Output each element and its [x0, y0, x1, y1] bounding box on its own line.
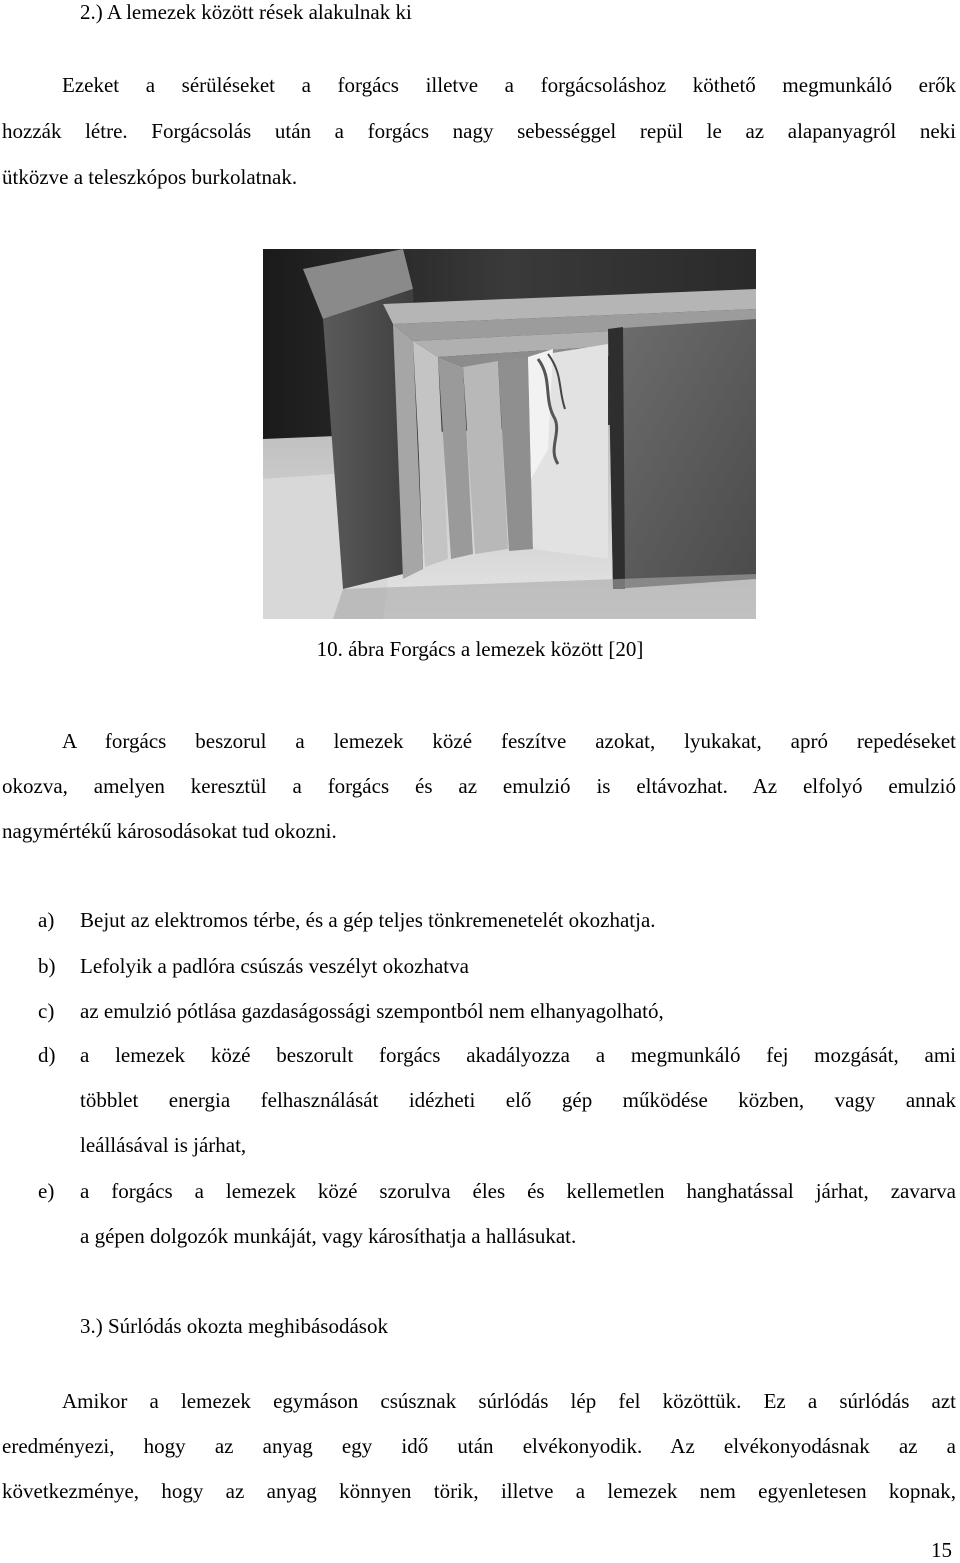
list-item-text: az emulzió pótlása gazdaságossági szempontból nem elhanyagolható,	[80, 999, 664, 1023]
figure-caption: 10. ábra Forgács a lemezek között [20]	[316, 637, 644, 661]
list-item-label: a)	[38, 908, 55, 932]
paragraph-2-line-3: nagymértékű károsodásokat tud okozni.	[2, 819, 337, 843]
list-item-text: a gépen dolgozók munkáját, vagy károsíthatja a hallásukat.	[80, 1224, 577, 1248]
list-item-label: c)	[38, 999, 55, 1023]
paragraph-3-line-1: Amikor a lemezek egymáson csúsznak súrlódás lép fel közöttük. Ez a súrlódás azt	[62, 1389, 956, 1413]
paragraph-1-line-2: hozzák létre. Forgácsolás után a forgács nagy sebességgel repül le az alapanyagról neki	[2, 119, 956, 143]
list-item-label: b)	[38, 954, 56, 978]
section-heading-3: 3.) Súrlódás okozta meghibásodások	[80, 1314, 388, 1338]
list-item-text: a forgács a lemezek közé szorulva éles és kellemetlen hanghatással járhat, zavarva	[80, 1179, 956, 1203]
list-item-text: a lemezek közé beszorult forgács akadályozza a megmunkáló fej mozgását, ami	[80, 1043, 956, 1067]
paragraph-2-line-1: A forgács beszorul a lemezek közé feszítve azokat, lyukakat, apró repedéseket	[62, 729, 956, 753]
list-item-text: Bejut az elektromos térbe, és a gép teljes tönkremenetelét okozhatja.	[80, 908, 656, 932]
section-heading-2: 2.) A lemezek között rések alakulnak ki	[80, 0, 412, 24]
paragraph-2-line-2: okozva, amelyen keresztül a forgács és az emulzió is eltávozhat. Az elfolyó emulzió	[2, 774, 956, 798]
list-item-text: többlet energia felhasználását idézheti elő gép működése közben, vagy annak	[80, 1088, 956, 1112]
list-item-label: d)	[38, 1043, 56, 1067]
figure-photo	[263, 249, 756, 619]
list-item-label: e)	[38, 1179, 55, 1203]
list-item-text: Lefolyik a padlóra csúszás veszélyt okozhatva	[80, 954, 469, 978]
paragraph-1-line-1: Ezeket a sérüléseket a forgács illetve a forgácsoláshoz köthető megmunkáló erők	[62, 73, 956, 97]
paragraph-1-line-3: ütközve a teleszkópos burkolatnak.	[2, 165, 298, 189]
paragraph-3-line-2: eredményezi, hogy az anyag egy idő után elvékonyodik. Az elvékonyodásnak az a	[2, 1434, 956, 1458]
list-item-text: leállásával is járhat,	[80, 1133, 247, 1157]
page-number: 15	[931, 1538, 952, 1562]
paragraph-3-line-3: következménye, hogy az anyag könnyen törik, illetve a lemezek nem egyenletesen kopnak,	[2, 1479, 956, 1503]
